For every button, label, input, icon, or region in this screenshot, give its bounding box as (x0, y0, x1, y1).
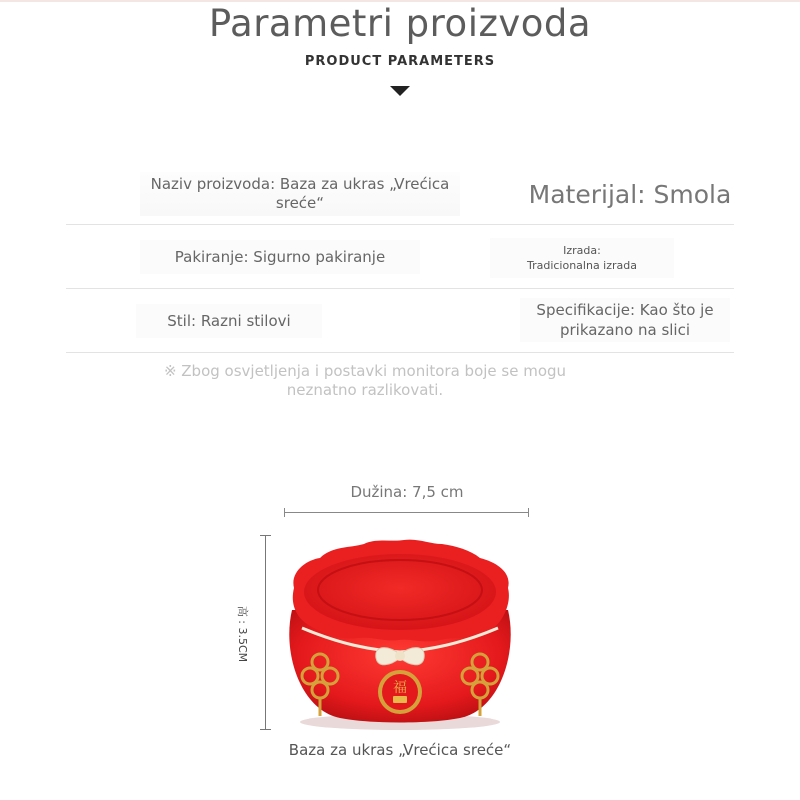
color-disclaimer-note: ※ Zbog osvjetljenja i postavki monitora boje se mogu neznatno razlikovati. (163, 362, 567, 399)
param-product-name-text: Naziv proizvoda: Baza za ukras „Vrećica sreće“ (150, 175, 450, 212)
height-label: 高 : 3.5CM (236, 605, 249, 663)
height-tick-bottom (260, 729, 271, 730)
height-dimension-line (265, 536, 266, 729)
row-divider (66, 224, 734, 225)
emblem-character: 福 (393, 680, 407, 696)
length-label: Dužina: 7,5 cm (350, 483, 464, 501)
page-subtitle: PRODUCT PARAMETERS (304, 54, 496, 69)
param-packaging (140, 240, 420, 274)
length-tick-left (284, 508, 285, 517)
param-material-text: Materijal: Smola (528, 179, 732, 209)
row-divider (66, 288, 734, 289)
param-spec (520, 298, 730, 342)
param-style-text: Stil: Razni stilovi (167, 312, 291, 330)
param-packaging-text: Pakiranje: Sigurno pakiranje (174, 248, 386, 266)
param-craft-label: Izrada: (563, 244, 601, 257)
param-craft (490, 238, 674, 278)
length-tick-right (528, 508, 529, 517)
param-style (136, 304, 322, 338)
page-title: Parametri proizvoda (208, 2, 592, 45)
param-craft-value: Tradicionalna izrada (526, 259, 638, 272)
chevron-down-icon (390, 86, 410, 98)
param-material (488, 172, 772, 216)
param-spec-text: Specifikacije: Kao što je prikazano na slici (536, 301, 714, 339)
product-image-lucky-bag-base (280, 532, 520, 732)
height-tick-top (260, 535, 271, 536)
param-product-name (140, 172, 460, 216)
row-divider (66, 352, 734, 353)
product-caption: Baza za ukras „Vrećica sreće“ (288, 741, 512, 759)
length-dimension-line (285, 512, 529, 513)
